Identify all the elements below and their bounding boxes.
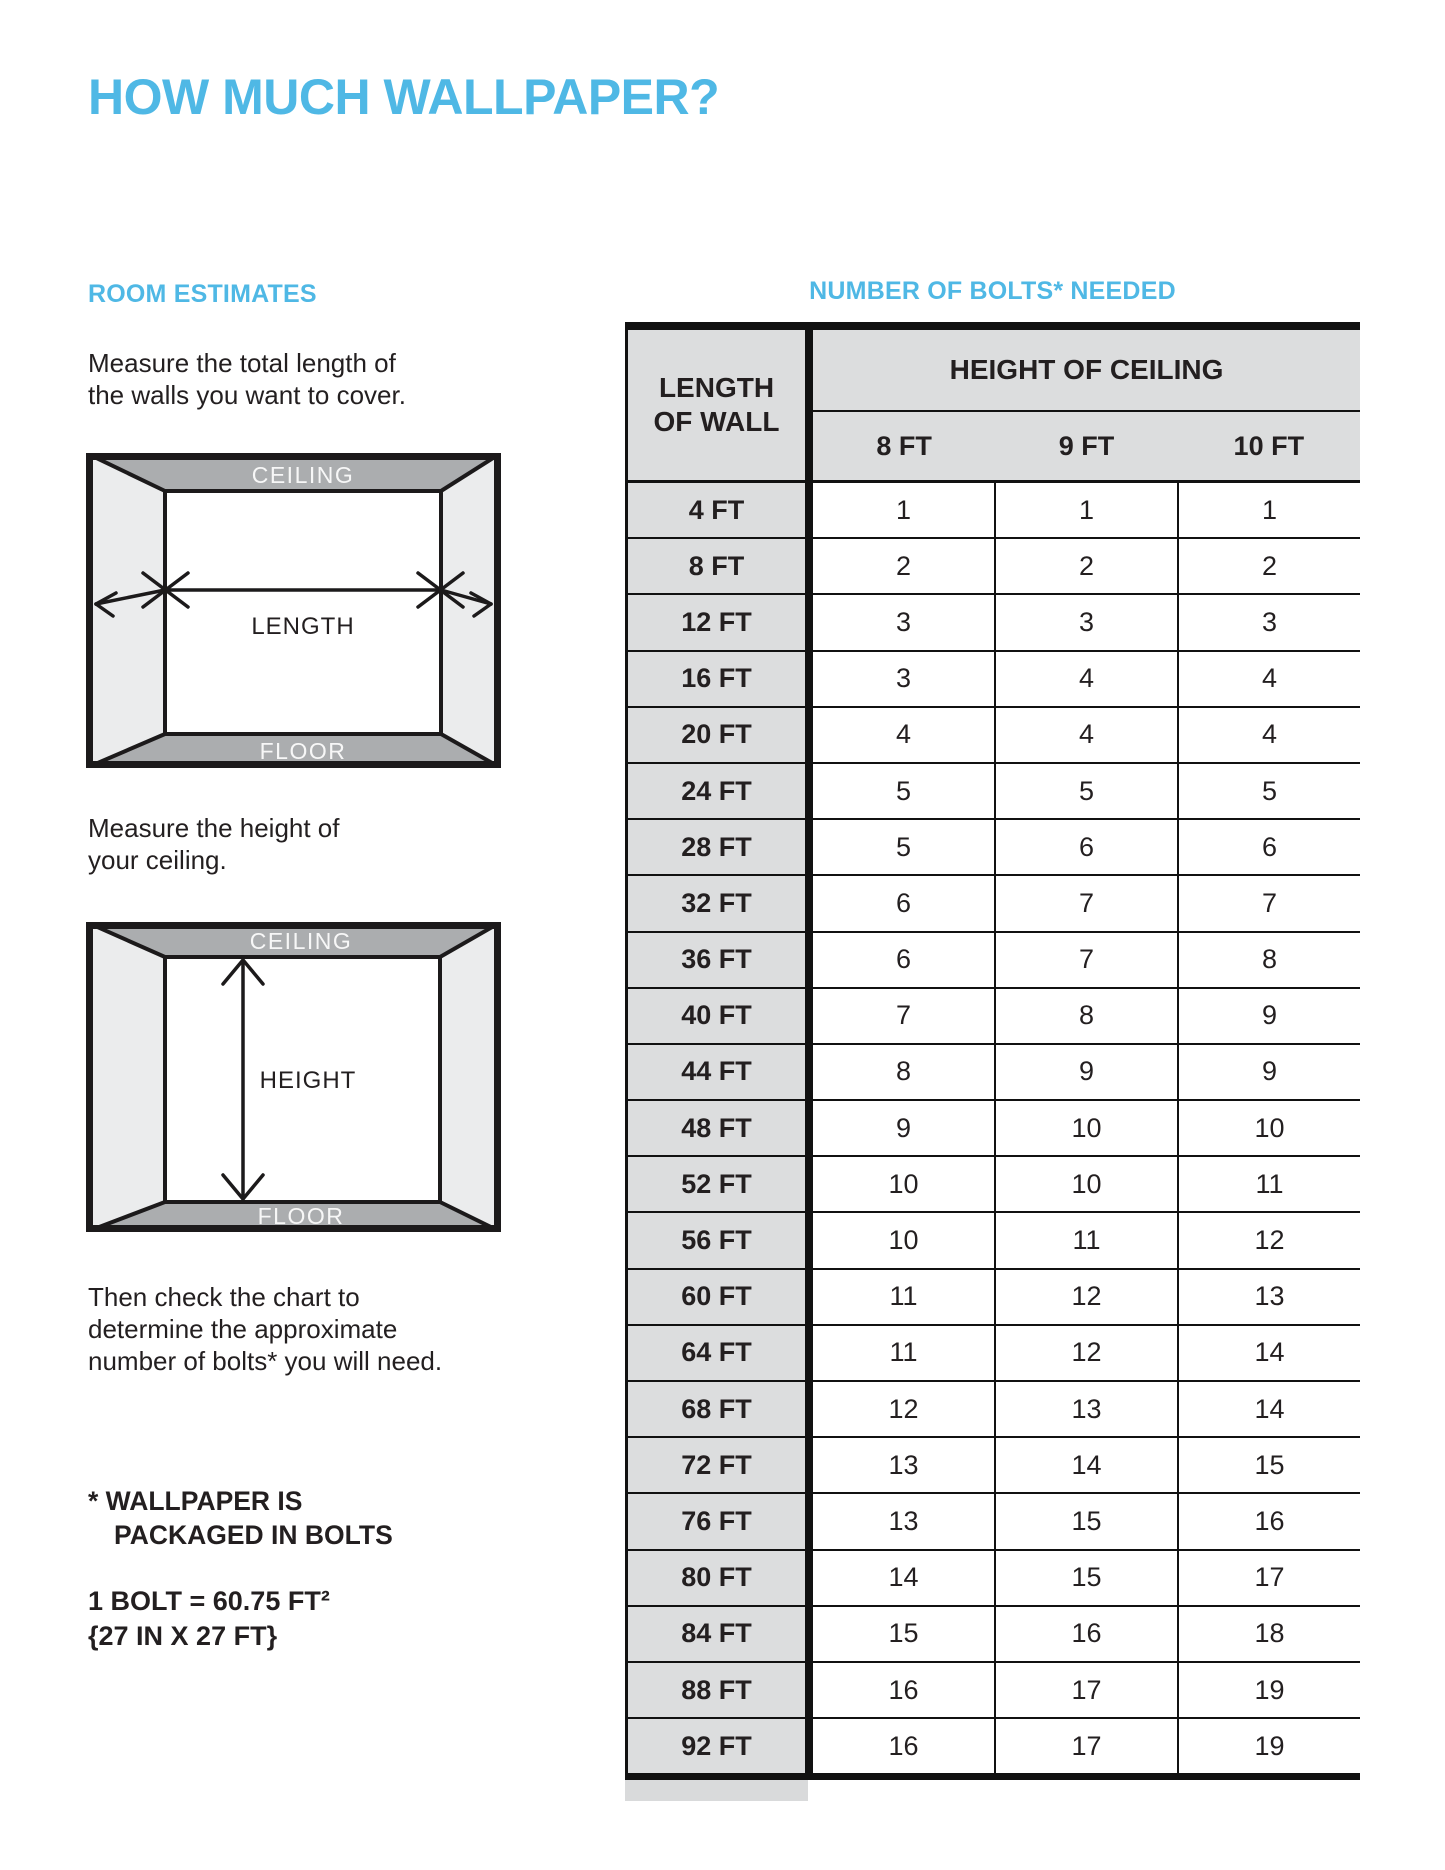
bolt-equivalence-note <box>88 1584 330 1654</box>
bolts-value-cell: 5 <box>1177 764 1360 818</box>
bolts-value-cell: 1 <box>813 483 994 537</box>
footnote-line: PACKAGED IN BOLTS <box>114 1520 393 1550</box>
bolts-value-cell: 7 <box>813 989 994 1043</box>
bolt-dimensions: {27 IN X 27 FT} <box>88 1621 278 1651</box>
bolts-value-cell: 12 <box>813 1382 994 1436</box>
bolts-value-cell: 1 <box>1177 483 1360 537</box>
table-top-border <box>625 322 1360 330</box>
bolts-value-cell: 4 <box>813 708 994 762</box>
floor-label: FLOOR <box>259 738 347 764</box>
bolts-value-cell: 15 <box>994 1551 1177 1605</box>
table-vertical-divider <box>805 1157 813 1211</box>
wall-length-cell: 28 FT <box>625 820 805 874</box>
table-row <box>625 1270 1360 1326</box>
paragraph-line: number of bolts* you will need. <box>88 1346 443 1376</box>
table-vertical-divider <box>805 595 813 649</box>
wall-length-cell: 16 FT <box>625 652 805 706</box>
page-title: HOW MUCH WALLPAPER? <box>88 69 720 125</box>
bolts-value-cell: 17 <box>1177 1551 1360 1605</box>
bolts-value-cell: 3 <box>994 595 1177 649</box>
ceiling-label: CEILING <box>251 462 355 488</box>
bolts-value-cell: 11 <box>1177 1157 1360 1211</box>
table-bottom-gray-tab <box>625 1780 808 1801</box>
room-height-diagram <box>86 922 501 1232</box>
table-vertical-divider <box>805 876 813 930</box>
table-vertical-divider <box>805 1382 813 1436</box>
table-vertical-divider <box>805 764 813 818</box>
wall-length-cell: 92 FT <box>625 1719 805 1773</box>
right-wall-surface <box>440 922 501 1232</box>
wall-length-cell: 48 FT <box>625 1101 805 1155</box>
column-header-8ft: 8 FT <box>813 412 995 480</box>
table-vertical-divider <box>805 820 813 874</box>
bolts-value-cell: 15 <box>994 1494 1177 1548</box>
measure-length-paragraph <box>88 347 406 411</box>
table-row <box>625 820 1360 876</box>
bolts-value-cell: 9 <box>1177 989 1360 1043</box>
bolts-value-cell: 6 <box>994 820 1177 874</box>
wall-length-cell: 36 FT <box>625 933 805 987</box>
table-row <box>625 1326 1360 1382</box>
table-body <box>625 483 1360 1775</box>
height-measure-label: HEIGHT <box>259 1067 357 1094</box>
table-row <box>625 1494 1360 1550</box>
bolts-value-cell: 16 <box>994 1607 1177 1661</box>
table-vertical-divider <box>805 989 813 1043</box>
bolts-value-cell: 2 <box>813 539 994 593</box>
bolts-value-cell: 13 <box>813 1494 994 1548</box>
bolts-value-cell: 4 <box>994 708 1177 762</box>
paragraph-line: your ceiling. <box>88 845 227 875</box>
bolts-value-cell: 15 <box>1177 1438 1360 1492</box>
wall-length-cell: 72 FT <box>625 1438 805 1492</box>
table-row <box>625 1045 1360 1101</box>
table-header-row <box>625 330 1360 480</box>
left-wall-surface <box>86 922 165 1232</box>
bolts-value-cell: 17 <box>994 1663 1177 1717</box>
bolts-value-cell: 16 <box>813 1663 994 1717</box>
bolt-equation: 1 BOLT = 60.75 FT² <box>88 1586 330 1616</box>
wall-length-cell: 76 FT <box>625 1494 805 1548</box>
table-vertical-divider <box>805 933 813 987</box>
table-vertical-divider <box>805 1213 813 1267</box>
bolts-value-cell: 7 <box>994 933 1177 987</box>
table-vertical-divider <box>805 1551 813 1605</box>
wall-length-cell: 56 FT <box>625 1213 805 1267</box>
bolts-value-cell: 3 <box>1177 595 1360 649</box>
bolts-value-cell: 10 <box>1177 1101 1360 1155</box>
bolts-value-cell: 2 <box>1177 539 1360 593</box>
bolts-value-cell: 14 <box>1177 1326 1360 1380</box>
wall-length-cell: 8 FT <box>625 539 805 593</box>
table-row <box>625 595 1360 651</box>
bolts-value-cell: 11 <box>994 1213 1177 1267</box>
table-row <box>625 708 1360 764</box>
table-row <box>625 876 1360 932</box>
paragraph-line: Measure the height of <box>88 813 340 843</box>
table-vertical-divider <box>805 483 813 537</box>
right-wall-surface <box>441 453 501 768</box>
bolts-value-cell: 5 <box>813 820 994 874</box>
bolts-value-cell: 3 <box>813 595 994 649</box>
wall-length-cell: 12 FT <box>625 595 805 649</box>
ceiling-label: CEILING <box>249 928 353 954</box>
wall-length-cell: 84 FT <box>625 1607 805 1661</box>
wall-length-cell: 40 FT <box>625 989 805 1043</box>
table-row <box>625 1438 1360 1494</box>
table-vertical-divider <box>805 1607 813 1661</box>
table-row <box>625 652 1360 708</box>
bolts-value-cell: 12 <box>994 1326 1177 1380</box>
left-wall-surface <box>86 453 165 768</box>
bolts-value-cell: 16 <box>1177 1494 1360 1548</box>
bolts-value-cell: 13 <box>813 1438 994 1492</box>
table-vertical-divider <box>805 1663 813 1717</box>
table-vertical-divider <box>805 1045 813 1099</box>
table-vertical-divider <box>805 1326 813 1380</box>
paragraph-line: the walls you want to cover. <box>88 380 406 410</box>
paragraph-line: Then check the chart to <box>88 1282 360 1312</box>
table-row <box>625 1101 1360 1157</box>
table-vertical-divider <box>805 330 813 480</box>
bolts-needed-table <box>625 322 1360 1801</box>
wall-length-cell: 24 FT <box>625 764 805 818</box>
table-row <box>625 483 1360 539</box>
length-measure-label: LENGTH <box>251 613 355 640</box>
bolts-value-cell: 6 <box>1177 820 1360 874</box>
table-row <box>625 1382 1360 1438</box>
wall-length-cell: 20 FT <box>625 708 805 762</box>
bolts-value-cell: 14 <box>1177 1382 1360 1436</box>
bolts-value-cell: 4 <box>1177 652 1360 706</box>
bolts-value-cell: 19 <box>1177 1719 1360 1773</box>
table-row <box>625 1551 1360 1607</box>
bolts-value-cell: 8 <box>994 989 1177 1043</box>
bolts-value-cell: 6 <box>813 933 994 987</box>
table-row <box>625 1157 1360 1213</box>
bolts-value-cell: 11 <box>813 1326 994 1380</box>
bolts-value-cell: 1 <box>994 483 1177 537</box>
wall-length-cell: 52 FT <box>625 1157 805 1211</box>
length-of-wall-header <box>625 330 805 480</box>
table-row <box>625 539 1360 595</box>
height-of-ceiling-header: HEIGHT OF CEILING <box>813 330 1360 412</box>
bolts-value-cell: 5 <box>994 764 1177 818</box>
bolts-value-cell: 14 <box>813 1551 994 1605</box>
wall-length-cell: 60 FT <box>625 1270 805 1324</box>
table-row <box>625 764 1360 820</box>
table-row <box>625 1663 1360 1719</box>
ceiling-header-group <box>813 330 1360 480</box>
bolts-value-cell: 10 <box>813 1213 994 1267</box>
room-length-diagram <box>86 453 501 768</box>
bolts-value-cell: 13 <box>1177 1270 1360 1324</box>
bolts-value-cell: 19 <box>1177 1663 1360 1717</box>
bolts-value-cell: 15 <box>813 1607 994 1661</box>
wall-length-cell: 80 FT <box>625 1551 805 1605</box>
measure-height-paragraph <box>88 812 340 876</box>
bolts-value-cell: 14 <box>994 1438 1177 1492</box>
table-vertical-divider <box>805 1438 813 1492</box>
table-vertical-divider <box>805 539 813 593</box>
bolts-value-cell: 16 <box>813 1719 994 1773</box>
bolts-value-cell: 13 <box>994 1382 1177 1436</box>
column-header-9ft: 9 FT <box>995 412 1177 480</box>
bolts-value-cell: 9 <box>994 1045 1177 1099</box>
bolts-value-cell: 12 <box>994 1270 1177 1324</box>
bolts-value-cell: 10 <box>994 1101 1177 1155</box>
bolts-value-cell: 8 <box>813 1045 994 1099</box>
table-vertical-divider <box>805 1719 813 1773</box>
bolts-value-cell: 17 <box>994 1719 1177 1773</box>
bolts-value-cell: 11 <box>813 1270 994 1324</box>
bolts-value-cell: 7 <box>1177 876 1360 930</box>
room-estimates-heading: ROOM ESTIMATES <box>88 280 317 308</box>
wall-length-cell: 32 FT <box>625 876 805 930</box>
bolts-value-cell: 12 <box>1177 1213 1360 1267</box>
table-row <box>625 1213 1360 1269</box>
bolts-value-cell: 4 <box>1177 708 1360 762</box>
bolts-value-cell: 10 <box>813 1157 994 1211</box>
bolts-value-cell: 8 <box>1177 933 1360 987</box>
floor-label: FLOOR <box>257 1203 345 1229</box>
bolts-value-cell: 10 <box>994 1157 1177 1211</box>
wallpaper-bolts-footnote <box>88 1484 393 1552</box>
table-vertical-divider <box>805 1494 813 1548</box>
header-line: LENGTH <box>658 372 775 403</box>
table-row <box>625 933 1360 989</box>
table-vertical-divider <box>805 652 813 706</box>
wall-length-cell: 88 FT <box>625 1663 805 1717</box>
bolts-value-cell: 9 <box>1177 1045 1360 1099</box>
table-vertical-divider <box>805 708 813 762</box>
bolts-value-cell: 18 <box>1177 1607 1360 1661</box>
ceiling-height-columns <box>813 412 1360 480</box>
bolts-value-cell: 6 <box>813 876 994 930</box>
check-chart-paragraph <box>88 1281 442 1377</box>
table-vertical-divider <box>805 1270 813 1324</box>
paragraph-line: determine the approximate <box>88 1314 398 1344</box>
wall-length-cell: 4 FT <box>625 483 805 537</box>
wall-length-cell: 44 FT <box>625 1045 805 1099</box>
header-line: OF WALL <box>653 406 780 437</box>
table-row <box>625 989 1360 1045</box>
table-row <box>625 1719 1360 1775</box>
bolts-value-cell: 5 <box>813 764 994 818</box>
table-vertical-divider <box>805 1101 813 1155</box>
bolts-table-heading: NUMBER OF BOLTS* NEEDED <box>809 277 1176 305</box>
bolts-value-cell: 3 <box>813 652 994 706</box>
bolts-value-cell: 9 <box>813 1101 994 1155</box>
footnote-line: * WALLPAPER IS <box>88 1486 303 1516</box>
wall-length-cell: 68 FT <box>625 1382 805 1436</box>
wall-length-cell: 64 FT <box>625 1326 805 1380</box>
bolts-value-cell: 7 <box>994 876 1177 930</box>
table-row <box>625 1607 1360 1663</box>
paragraph-line: Measure the total length of <box>88 348 396 378</box>
bolts-value-cell: 4 <box>994 652 1177 706</box>
bolts-value-cell: 2 <box>994 539 1177 593</box>
column-header-10ft: 10 FT <box>1178 412 1360 480</box>
